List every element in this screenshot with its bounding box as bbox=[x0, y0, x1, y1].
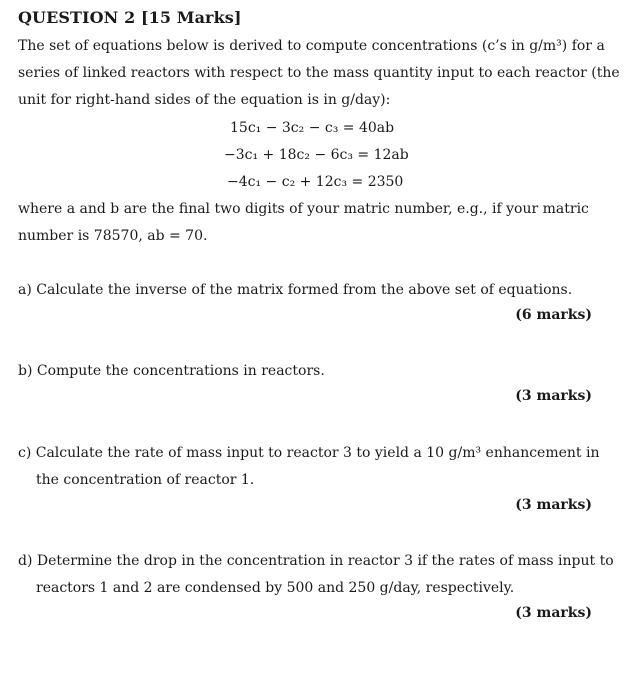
question-c bbox=[18, 440, 600, 494]
question-a-text: a) Calculate the inverse of the matrix formed from the above set of equations. bbox=[18, 282, 573, 298]
question-d bbox=[18, 548, 614, 602]
intro-line-1: The set of equations below is derived to compute concentrations (c’s in g/m³) for a bbox=[18, 38, 605, 54]
where-line-2: number is 78570, ab = 70. bbox=[18, 228, 208, 244]
question-a-marks: (6 marks) bbox=[515, 307, 592, 323]
question-d-marks: (3 marks) bbox=[515, 605, 592, 621]
intro-paragraph bbox=[18, 33, 620, 114]
equation-3: −4c₁ − c₂ + 12c₃ = 2350 bbox=[227, 174, 404, 190]
question-b bbox=[18, 358, 594, 385]
question-d-line-1: d) Determine the drop in the concentration in reactor 3 if the rates of mass input to bbox=[18, 553, 614, 569]
question-a bbox=[18, 277, 594, 304]
intro-line-2: series of linked reactors with respect to the mass quantity input to each reactor (the bbox=[18, 65, 620, 81]
where-line-1: where a and b are the final two digits of your matric number, e.g., if your matric bbox=[18, 201, 589, 217]
intro-line-3: unit for right-hand sides of the equation is in g/day): bbox=[18, 92, 391, 108]
question-c-line-1: c) Calculate the rate of mass input to reactor 3 to yield a 10 g/m³ enhancement in bbox=[18, 445, 600, 461]
equation-1: 15c₁ − 3c₂ − c₃ = 40ab bbox=[230, 120, 395, 136]
question-c-marks: (3 marks) bbox=[515, 497, 592, 513]
question-heading: QUESTION 2 [15 Marks] bbox=[18, 8, 242, 27]
question-b-text: b) Compute the concentrations in reactors. bbox=[18, 363, 325, 379]
where-paragraph bbox=[18, 196, 594, 250]
question-b-marks: (3 marks) bbox=[515, 388, 592, 404]
equation-2: −3c₁ + 18c₂ − 6c₃ = 12ab bbox=[224, 147, 409, 163]
question-c-line-2: the concentration of reactor 1. bbox=[36, 472, 255, 488]
question-d-line-2: reactors 1 and 2 are condensed by 500 and 250 g/day, respectively. bbox=[36, 580, 515, 596]
